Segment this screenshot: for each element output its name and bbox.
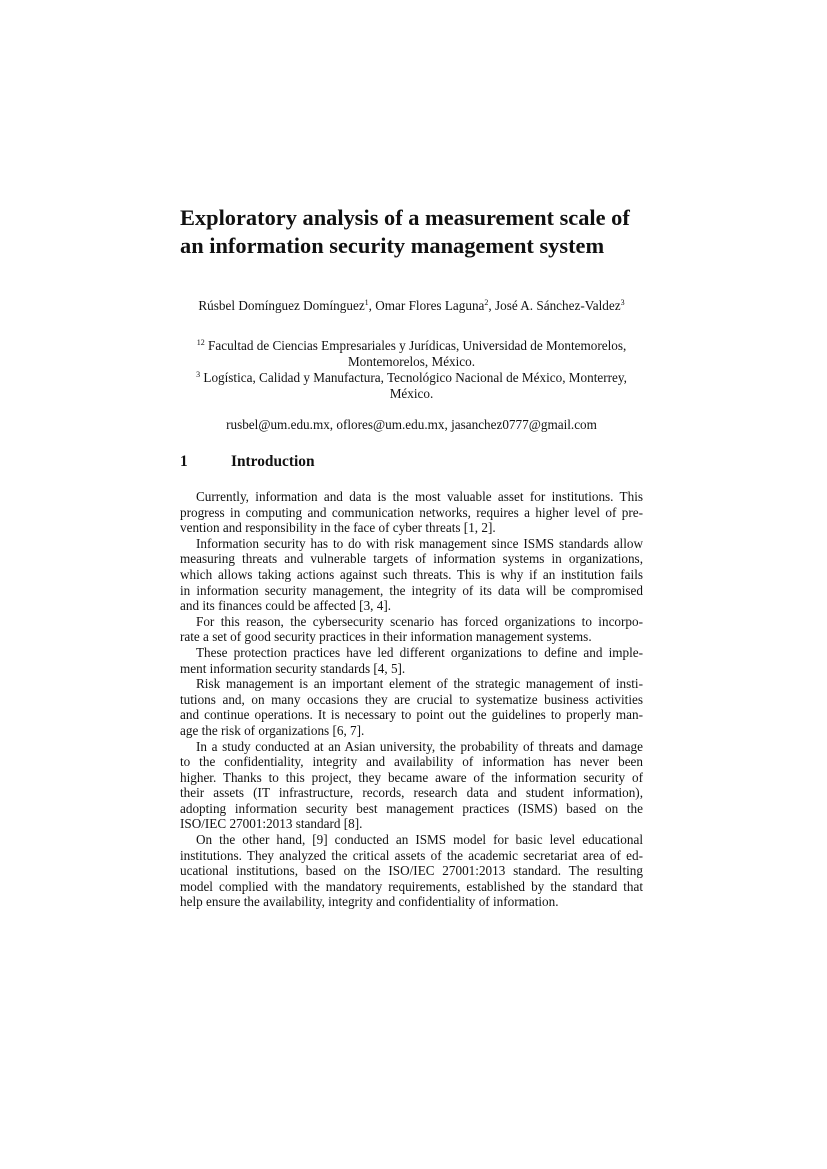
text-line: and its finances could be affected [3, 4]. [180, 598, 392, 614]
author-affiliation-mark: 3 [620, 298, 625, 307]
text-line: tutions and, on many occasions they are crucial to systematize business activities [180, 691, 643, 707]
author-separator: , [488, 298, 495, 313]
text-line: vention and responsibility in the face of cyber threats [1, 2]. [180, 520, 496, 536]
paper-page [180, 0, 643, 1169]
affiliation-line: México. [389, 385, 434, 401]
paper-title [180, 204, 643, 260]
text-line: measuring threats and vulnerable targets of information systems in organizations, [180, 551, 643, 567]
text-line: help ensure the availability, integrity and confidentiality of information. [180, 894, 559, 910]
text-line: institutions. They analyzed the critical assets of the academic secretariat area of ed- [180, 847, 643, 863]
affiliation-line: Montemorelos, México. [347, 353, 476, 369]
affiliation-mark: 3 [196, 370, 201, 379]
paragraph [180, 536, 643, 614]
section-number: 1 [180, 453, 188, 470]
section-title: Introduction [231, 453, 315, 470]
text-line: For this reason, the cybersecurity scenario has forced organizations to incorpo- [196, 613, 643, 629]
text-line: Information security has to do with risk management since ISMS standards allow [196, 535, 643, 551]
paragraph [180, 832, 643, 910]
text-line: age the risk of organizations [6, 7]. [180, 722, 365, 738]
paragraph [180, 645, 643, 676]
text-line: adopting information security best management practices (ISMS) based on the [180, 800, 643, 816]
text-line: Risk management is an important element of the strategic management of insti- [196, 676, 643, 692]
affiliation-mark: 12 [196, 338, 205, 347]
paragraph [180, 676, 643, 738]
section-heading [180, 452, 643, 472]
affiliation [180, 370, 643, 401]
text-line: which allows taking actions against such threats. This is why if an institution fails [180, 566, 643, 582]
text-line: progress in computing and communication networks, requires a higher level of pre- [180, 504, 643, 520]
text-line: rate a set of good security practices in their information management systems. [180, 629, 592, 645]
affiliation-line: Logística, Calidad y Manufactura, Tecnológico Nacional de México, Monterrey, [203, 370, 627, 385]
paragraph [180, 739, 643, 833]
text-line: model complied with the mandatory requirements, established by the standard that [180, 878, 643, 894]
author-name: José A. Sánchez-Valdez [495, 298, 621, 313]
text-line: their assets (IT infrastructure, records, research data and student information), [180, 785, 643, 801]
author-list [180, 297, 643, 315]
text-line: in information security management, the integrity of its data will be compromised [180, 582, 643, 598]
text-line: These protection practices have led different organizations to define and imple- [196, 644, 643, 660]
paragraph [180, 489, 643, 536]
author-separator: , [368, 298, 376, 313]
affiliation [180, 338, 643, 369]
text-line: Currently, information and data is the most valuable asset for institutions. This [196, 489, 643, 504]
author-affiliation-mark: 1 [364, 298, 369, 307]
text-line: In a study conducted at an Asian university, the probability of threats and damage [196, 738, 643, 754]
section-body [180, 489, 643, 910]
author-name: Rúsbel Domínguez Domínguez [198, 298, 365, 313]
author-emails: rusbel@um.edu.mx, oflores@um.edu.mx, jasanchez0777@gmail.com [226, 417, 597, 432]
text-line: and continue operations. It is necessary to point out the guidelines to properly man- [180, 707, 643, 723]
author-name: Omar Flores Laguna [375, 298, 485, 313]
text-line: to the confidentiality, integrity and availability of information has never been [180, 754, 643, 770]
text-line: ment information security standards [4, 5]. [180, 660, 406, 676]
text-line: ISO/IEC 27001:2013 standard [8]. [180, 816, 363, 832]
title-line: an information security management system [180, 233, 605, 258]
text-line: ucational institutions, based on the ISO/IEC 27001:2013 standard. The resulting [180, 863, 643, 879]
affiliation-line: Facultad de Ciencias Empresariales y Jurídicas, Universidad de Montemorelos, [208, 338, 627, 353]
paragraph [180, 614, 643, 645]
text-line: higher. Thanks to this project, they became aware of the information security of [180, 769, 643, 785]
title-line: Exploratory analysis of a measurement scale of [180, 205, 630, 230]
author-affiliation-mark: 2 [484, 298, 489, 307]
text-line: On the other hand, [9] conducted an ISMS model for basic level educational [196, 832, 643, 848]
